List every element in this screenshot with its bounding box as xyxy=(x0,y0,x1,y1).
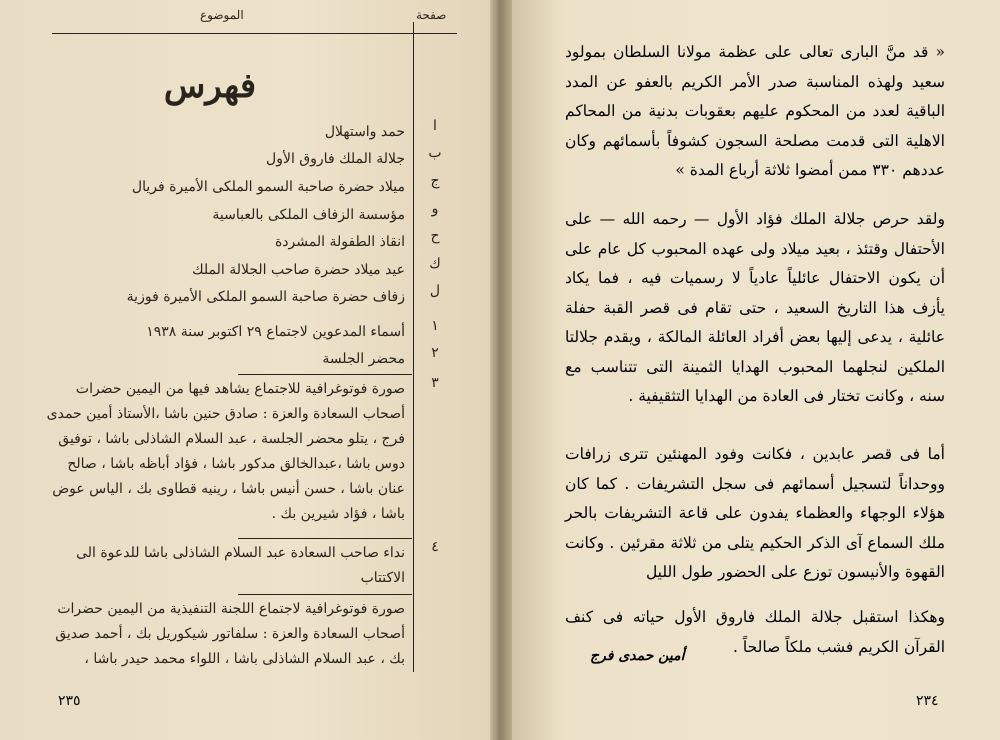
entry-page-number: ب xyxy=(428,145,442,161)
entry-page-number: ١ xyxy=(431,318,439,334)
column-rule xyxy=(413,22,414,672)
entry-page-number: ك xyxy=(429,256,441,272)
folio-left: ٢٣٥ xyxy=(58,693,81,709)
entry-text: صورة فوتوغرافية للاجتماع يشاهد فيها من اليمين حضرات أصحاب السعادة والعزة : صادق حنين باشا ،الأستاذ أمين حمدى فرج ، يتلو محضر الجلسة ، عبد السلام الشاذلى باشا ، توفيق دوس باشا ،عبدالخالق مدكور باشا ، فؤاد أباظه باشا ، صالح عنان باشا ، حسن أنيس باشا ، رينيه قطاوى بك ، الياس عوض باشا ، فؤاد شيرين بك . xyxy=(46,381,405,522)
entry-page-number: و xyxy=(431,201,439,217)
entry-text: حمد واستهلال xyxy=(324,124,405,140)
entry-divider xyxy=(238,594,412,595)
header-page-number: صفحة xyxy=(416,8,447,22)
paragraph: وهكذا استقبل جلالة الملك فاروق الأول حياته فى كنف القرآن الكريم فشب ملكاً صالحاً . xyxy=(565,608,945,656)
left-page xyxy=(0,0,497,740)
entry-text: مؤسسة الزفاف الملكى بالعباسية xyxy=(212,207,405,223)
entry-text: جلالة الملك فاروق الأول xyxy=(266,151,405,167)
entry-page-number: ٣ xyxy=(431,375,439,391)
index-title: فهرس xyxy=(163,66,257,106)
entry-text: عيد ميلاد حضرة صاحب الجلالة الملك xyxy=(192,262,405,278)
entry-text: ميلاد حضرة صاحبة السمو الملكى الأميرة فريال xyxy=(131,179,405,195)
entry-page-number: ٤ xyxy=(431,539,439,555)
entry-page-number: ٢ xyxy=(431,345,439,361)
entry-text: نداء صاحب السعادة عبد السلام الشاذلى باشا للدعوة الى الاكتتاب xyxy=(76,545,405,586)
entry-page-number: ل xyxy=(429,283,441,299)
entry-text: صورة فوتوغرافية لاجتماع اللجنة التنفيذية من اليمين حضرات أصحاب السعادة والعزة : سلفاتور شيكوريل بك ، أحمد صديق بك ، عبد السلام الشاذلى باشا ، اللواء محمد حيدر باشا ، xyxy=(55,601,405,667)
paragraph: « قد منَّ البارى تعالى على عظمة مولانا السلطان بمولود سعيد ولهذه المناسبة صدر الأمر الكريم بالعفو عن المدد الباقية لعدد من المحكوم عليهم بعقوبات بدنية من المحاكم الاهلية التى قدمت مصلحة السجون كشوفاً بأسمائهم وكان عددهم ٣٣٠ ممن أمضوا ثلاثة أرباع المدة » xyxy=(565,43,945,179)
entry-text: انقاذ الطفولة المشردة xyxy=(274,234,405,250)
entry-page-number: ح xyxy=(430,228,440,244)
entry-text: زفاف حضرة صاحبة السمو الملكى الأميرة فوزية xyxy=(126,289,405,305)
entry-text: أسماء المدعوين لاجتماع ٢٩ اكتوبر سنة ١٩٣٨ xyxy=(146,324,405,340)
entry-page-number: ا xyxy=(433,118,437,134)
folio-right: ٢٣٤ xyxy=(916,693,939,709)
entry-divider xyxy=(238,374,412,375)
header-rule xyxy=(52,33,457,34)
paragraph: ولقد حرص جلالة الملك فؤاد الأول — رحمه الله — على الأحتفال وقتئذ ، بعيد ميلاد ولى عهده المحبوب كل عام على أن يكون الاحتفال عائلياً عادياً لا رسميات فيه ، فما يكاد يأزف هذا التاريخ السعيد ، حتى تقام فى قصر القبة حفلة عائلية ، يدعى إليها بعض أفراد العائلة المالكة ، ويقدم جلالتا الملكين لنجلهما المحبوب الهدايا الثمينة التى تتناسب مع سنه ، وكانت تختار فى العادة من الهدايا التثقيفية . xyxy=(565,210,945,405)
author-signature: أمين حمدى فرج xyxy=(590,648,685,664)
entry-text: محضر الجلسة xyxy=(322,351,405,367)
header-subject: الموضوع xyxy=(200,8,244,22)
book-gutter xyxy=(490,0,512,740)
entry-divider xyxy=(238,538,412,539)
paragraph: أما فى قصر عابدين ، فكانت وفود المهنئين تترى زرافات ووحداناً لتسجيل أسمائهم فى سجل التشريفات . كما كان هؤلاء الوجهاء والعظماء يفدون على قاعة التشريفات بالحر ملك السماع آى الذكر الحكيم يتلى من ثلاثة مقرئين . وكانت القهوة والأنيسون توزع على الحضور طول الليل xyxy=(565,445,945,581)
entry-page-number: ج xyxy=(430,173,440,189)
